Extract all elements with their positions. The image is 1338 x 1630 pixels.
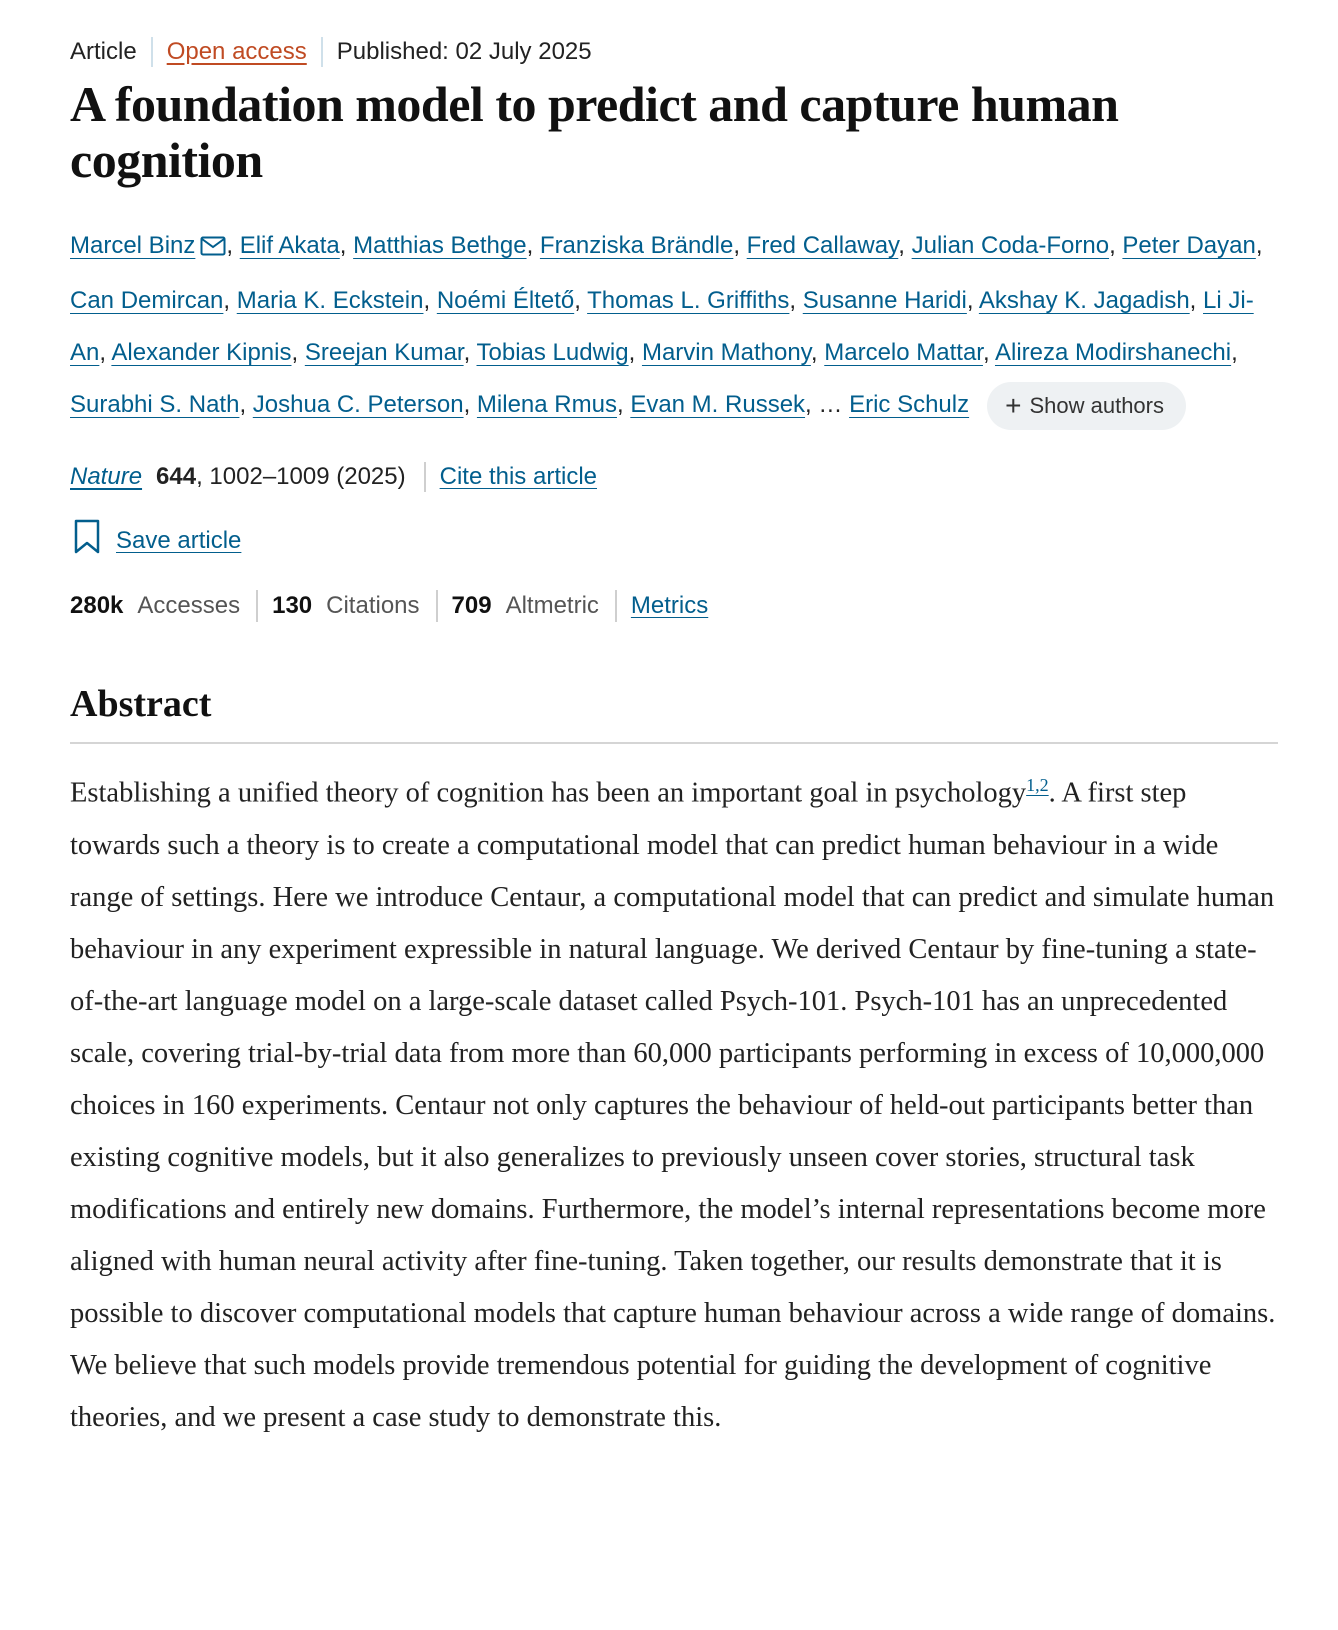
- author-link[interactable]: Can Demircan: [70, 287, 224, 314]
- author-link[interactable]: Fred Callaway: [746, 232, 899, 259]
- author-link[interactable]: Elif Akata: [239, 232, 340, 259]
- journal-pages-year: , 1002–1009 (2025): [196, 463, 406, 490]
- bookmark-icon[interactable]: [74, 519, 100, 562]
- show-authors-button[interactable]: [987, 382, 1186, 430]
- journal-volume: 644: [156, 463, 197, 490]
- altmetric-score: 709: [451, 592, 492, 619]
- author-link[interactable]: Li Ji-An: [70, 287, 1254, 366]
- article-meta: [70, 36, 1278, 68]
- save-article-link[interactable]: Save article: [116, 526, 242, 554]
- author-link[interactable]: Matthias Bethge: [353, 232, 527, 259]
- author-link[interactable]: Akshay K. Jagadish: [978, 287, 1190, 314]
- author-link[interactable]: Franziska Brändle: [539, 232, 734, 259]
- author-link[interactable]: Alexander Kipnis: [111, 339, 292, 366]
- reference-superscript: [1026, 771, 1049, 797]
- article-type: Article: [70, 38, 137, 65]
- accesses-label: Accesses: [137, 592, 241, 619]
- author-link[interactable]: Evan M. Russek: [630, 391, 806, 418]
- citations-label: Citations: [326, 592, 420, 619]
- citations-count: 130: [272, 592, 313, 619]
- abstract-text-start: Establishing a unified theory of cognition has been an important goal in psychology: [70, 777, 1027, 809]
- divider: [615, 590, 617, 622]
- citation-row: [70, 461, 1278, 493]
- author-link[interactable]: Sreejan Kumar: [304, 339, 464, 366]
- mail-icon[interactable]: [200, 223, 226, 275]
- altmetric-label: Altmetric: [505, 592, 599, 619]
- author-link[interactable]: Tobias Ludwig: [476, 339, 629, 366]
- show-authors-label: Show authors: [1029, 392, 1164, 418]
- author-link[interactable]: Marvin Mathony: [641, 339, 811, 366]
- cite-article-link[interactable]: Cite this article: [439, 463, 597, 490]
- metrics-row: [70, 590, 1278, 622]
- author-link[interactable]: Maria K. Eckstein: [236, 287, 424, 314]
- divider: [151, 37, 153, 67]
- journal-link[interactable]: Nature: [70, 463, 143, 490]
- author-list: Marcel Binz , Elif Akata, Matthias Bethge, Franziska Brändle, Fred Callaway, Julian Coda-Forno, Peter Dayan, Can Demircan, Maria K. Eckstein, Noémi Éltető, Thomas L. Griffiths, Susanne Haridi, Akshay K. Jagadish, Li Ji-An, Alexander Kipnis, Sreejan Kumar, Tobias Ludwig, Marvin Mathony, Marcelo Mattar, Alireza Modirshanechi, Surabhi S. Nath, Joshua C. Peterson, Milena Rmus, Evan M. Russek, … Eric Schulz + Show authors: [70, 220, 1278, 431]
- open-access-link[interactable]: Open access: [166, 38, 307, 65]
- save-article-row[interactable]: [70, 519, 1278, 562]
- abstract-body: [70, 758, 1278, 1444]
- divider: [321, 37, 323, 67]
- author-link[interactable]: Alireza Modirshanechi: [994, 339, 1232, 366]
- author-link[interactable]: Joshua C. Peterson: [252, 391, 464, 418]
- author-link[interactable]: Eric Schulz: [849, 391, 970, 418]
- author-link[interactable]: Milena Rmus: [476, 391, 617, 418]
- author-link[interactable]: Susanne Haridi: [802, 287, 967, 314]
- author-link[interactable]: Julian Coda-Forno: [911, 232, 1110, 259]
- author-link[interactable]: Peter Dayan: [1122, 232, 1256, 259]
- author-link[interactable]: Marcelo Mattar: [824, 339, 983, 366]
- author-ellipsis: …: [818, 391, 843, 418]
- plus-icon: +: [1005, 389, 1022, 421]
- accesses-count: 280k: [70, 592, 124, 619]
- divider: [256, 590, 258, 622]
- published-date: Published: 02 July 2025: [336, 38, 592, 65]
- reference-link[interactable]: 1,2: [1026, 775, 1049, 795]
- divider: [424, 462, 426, 492]
- abstract-text-rest: . A first step towards such a theory is to create a computational model that can predict human behaviour in a wide range of settings. Here we introduce Centaur, a computational model that can predict and simulate human behaviour in any experiment expressible in natural language. We derived Centaur by fine-tuning a state-of-the-art language model on a large-scale dataset called Psych-101. Psych-101 has an unprecedented scale, covering trial-by-trial data from more than 60,000 participants performing in excess of 10,000,000 choices in 160 experiments. Centaur not only captures the behaviour of held-out participants better than existing cognitive models, but it also generalizes to previously unseen cover stories, structural task modifications and entirely new domains. Furthermore, the model’s internal representations become more aligned with human neural activity after fine-tuning. Taken together, our results demonstrate that it is possible to discover computational models that capture human behaviour across a wide range of domains. We believe that such models provide tremendous potential for guiding the development of cognitive theories, and we present a case study to demonstrate this.: [70, 777, 1276, 1433]
- author-link[interactable]: Surabhi S. Nath: [70, 391, 240, 418]
- author-link[interactable]: Noémi Éltető: [436, 287, 575, 314]
- divider: [436, 590, 438, 622]
- article-title: A foundation model to predict and capture human cognition: [70, 76, 1119, 188]
- metrics-link[interactable]: Metrics: [630, 592, 709, 619]
- author-link[interactable]: Thomas L. Griffiths: [587, 287, 790, 314]
- author-link[interactable]: Marcel Binz: [70, 232, 196, 259]
- abstract-heading: Abstract: [70, 682, 1278, 744]
